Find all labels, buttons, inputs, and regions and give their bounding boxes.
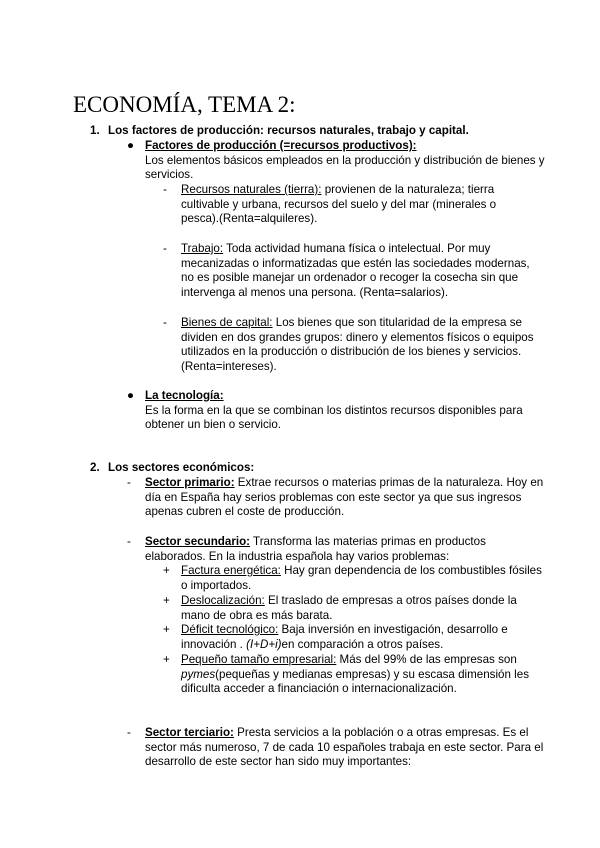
terciario-block <box>145 726 543 770</box>
pequeno-label: Pequeño tamaño empresarial: <box>181 653 337 666</box>
recursos-line-1: provienen de la naturaleza; tierra <box>321 183 495 196</box>
trabajo-label: Trabajo: <box>181 242 224 255</box>
plus-pequeno: + <box>163 653 170 666</box>
section-2-number: 2. <box>90 461 100 474</box>
dash-secundario: - <box>127 535 131 548</box>
primario-line-1: Extrae recursos o materias primas de la naturaleza. Hoy en <box>234 476 544 489</box>
terciario-line-3: desarrollo de este sector han sido muy importantes: <box>145 755 412 769</box>
deslocalizacion-label: Deslocalización: <box>181 594 265 607</box>
factores-block <box>145 139 545 183</box>
dash-terciario: - <box>127 726 131 739</box>
tecnologia-text-1: Es la forma en la que se combinan los distintos recursos disponibles para <box>145 403 523 417</box>
dash-trabajo: - <box>163 242 167 255</box>
secundario-block <box>145 535 486 564</box>
deslocalizacion-line-1: El traslado de empresas a otros países donde la <box>264 594 517 607</box>
trabajo-line-1: Toda actividad humana física o intelectual. Por muy <box>223 242 491 255</box>
pequeno-line-2: (pequeñas y medianas empresas) y su escasa dimensión les <box>215 667 529 681</box>
factura-line-2: o importados. <box>181 578 252 592</box>
secundario-label: Sector secundario: <box>145 535 251 548</box>
pequeno-line-3: dificulta acceder a financiación o internacionalización. <box>181 682 457 696</box>
factura-block <box>181 564 542 593</box>
trabajo-block <box>181 242 530 300</box>
deficit-label: Déficit tecnológico: <box>181 623 279 636</box>
recursos-line-3: pesca).(Renta=alquileres). <box>181 212 318 226</box>
plus-deslocalizacion: + <box>163 594 170 607</box>
tecnologia-block <box>145 389 523 433</box>
factores-text-1: Los elementos básicos empleados en la producción y distribución de bienes y <box>145 153 545 167</box>
page-title: ECONOMÍA, TEMA 2: <box>73 92 296 117</box>
plus-deficit: + <box>163 623 170 636</box>
dash-bienes: - <box>163 316 167 329</box>
trabajo-line-4: intervenga al menos una persona. (Renta=salarios). <box>181 285 449 299</box>
terciario-line-2: sector más numeroso, 7 de cada 10 españoles trabaja en este sector. Para el <box>145 740 544 754</box>
bienes-block <box>181 316 534 374</box>
recursos-label: Recursos naturales (tierra): <box>181 183 322 196</box>
factores-text-2: servicios. <box>145 168 194 182</box>
secundario-line-1: Transforma las materias primas en productos <box>250 535 486 548</box>
terciario-line-1: Presta servicios a la población o a otras empresas. Es el <box>233 726 529 739</box>
bullet-factores: ● <box>127 139 135 152</box>
section-2-heading: Los sectores económicos: <box>108 461 255 474</box>
recursos-line-2: cultivable y urbana, recursos del suelo y del mar (minerales o <box>181 197 497 211</box>
deficit-line-1: Baja inversión en investigación, desarrollo e <box>278 623 508 636</box>
trabajo-line-3: no es posible manejar un ordenador o recoger la cosecha sin que <box>181 271 519 285</box>
factores-label: Factores de producción (=recursos productivos): <box>145 139 417 152</box>
trabajo-line-2: mecanizadas o informatizadas que estén las sociedades modernas, <box>181 256 530 270</box>
deslocalizacion-block <box>181 594 517 623</box>
bienes-line-2: dividen en dos grandes grupos: dinero y elementos físicos o equipos <box>181 330 534 344</box>
deficit-line-2b: en comparación a otros países. <box>281 637 444 651</box>
dash-primario: - <box>127 476 131 489</box>
recursos-block <box>181 183 496 227</box>
bienes-line-1: Los bienes que son titularidad de la empresa se <box>272 316 522 329</box>
deficit-idi: (I+D+i) <box>246 637 282 651</box>
plus-factura: + <box>163 564 170 577</box>
deficit-block <box>181 623 508 652</box>
tecnologia-text-2: obtener un bien o servicio. <box>145 418 281 432</box>
section-1-heading: Los factores de producción: recursos naturales, trabajo y capital. <box>108 124 469 137</box>
primario-line-3: apenas cubren el coste de producción. <box>145 505 345 519</box>
pequeno-block <box>181 653 529 697</box>
deficit-line-2a: innovación . <box>181 637 247 651</box>
primario-block <box>145 476 543 520</box>
pequeno-line-1: Más del 99% de las empresas son <box>336 653 517 666</box>
section-1-number: 1. <box>90 124 100 137</box>
tecnologia-label: La tecnología: <box>145 389 224 402</box>
bienes-line-3: utilizados en la producción o distribución de los bienes y servicios. <box>181 345 522 359</box>
bienes-line-4: (Renta=intereses). <box>181 359 277 373</box>
secundario-line-2: elaborados. En la industria española hay varios problemas: <box>145 549 450 563</box>
bullet-tecnologia: ● <box>127 389 135 402</box>
factura-label: Factura energética: <box>181 564 281 577</box>
factura-line-1: Hay gran dependencia de los combustibles fósiles <box>280 564 542 577</box>
dash-recursos: - <box>163 183 167 196</box>
deslocalizacion-line-2: mano de obra es más barata. <box>181 608 333 622</box>
terciario-label: Sector terciario: <box>145 726 234 739</box>
bienes-label: Bienes de capital: <box>181 316 273 329</box>
primario-label: Sector primario: <box>145 476 235 489</box>
pequeno-pymes: pymes <box>181 667 216 681</box>
primario-line-2: día en España hay serios problemas con este sector ya que sus ingresos <box>145 490 522 504</box>
